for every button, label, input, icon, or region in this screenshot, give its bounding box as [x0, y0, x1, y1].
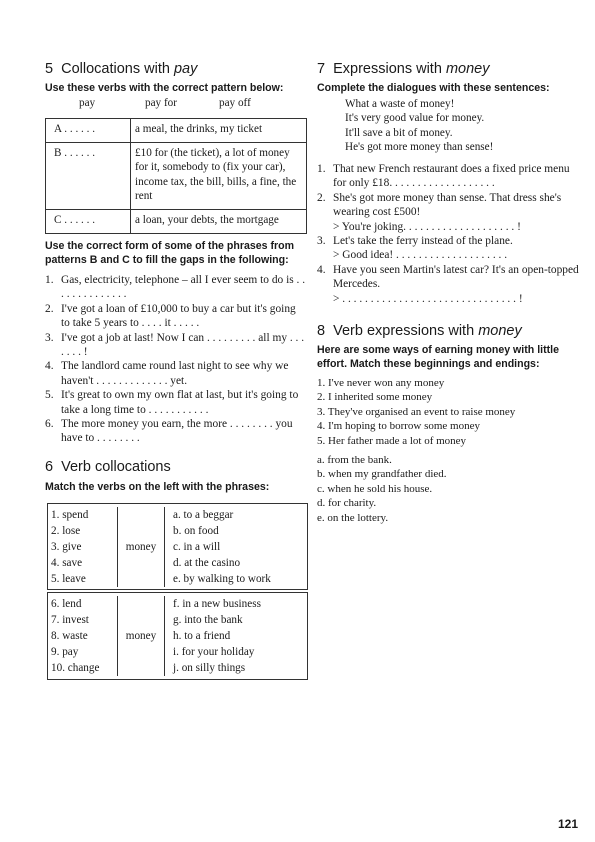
section-title-italic: money — [478, 323, 522, 339]
pattern-text: a loan, your debts, the mortgage — [131, 210, 307, 234]
list-item: 4. I'm hoping to borrow some money — [317, 420, 480, 433]
section-8-heading — [317, 322, 522, 340]
verb-item: 10. change — [51, 662, 100, 674]
item-number: 1. — [317, 163, 326, 175]
verb: pay for — [145, 97, 177, 109]
item-number: 3. — [45, 331, 54, 344]
exercise-list — [45, 273, 307, 446]
instruction: Here are some ways of earning money with little effort. Match these beginnings and endings: — [317, 344, 559, 370]
section-7-heading — [317, 60, 489, 78]
phrase-item: g. into the bank — [173, 614, 243, 626]
verb-item: 5. leave — [51, 573, 86, 585]
list-item: 1. I've never won any money — [317, 377, 445, 389]
sentence: What a waste of money! — [345, 98, 455, 110]
section-5-heading — [45, 60, 197, 78]
item-text: That new French restaurant does a fixed price menu for only £18. . . . . . . . . . . . . . . . . . . — [333, 163, 570, 190]
list-item: 5. Her father made a lot of money — [317, 434, 467, 447]
verb-item: 6. lend — [51, 598, 82, 610]
instruction: Match the verbs on the left with the phrases: — [45, 481, 270, 493]
item-number: 2. — [45, 302, 54, 315]
phrase-item: c. in a will — [173, 541, 221, 553]
sentence: It's very good value for money. — [345, 112, 485, 125]
section-title-italic: pay — [173, 61, 198, 77]
item-text: Gas, electricity, telephone – all I ever seem to do is . . . . . . . . . . . . . . — [61, 274, 306, 301]
verb: pay off — [219, 97, 251, 109]
phrase-item: h. to a friend — [173, 630, 231, 642]
list-item — [45, 388, 307, 417]
list-item — [45, 273, 307, 302]
item-text: I've got a loan of £10,000 to buy a car but it's going to take 5 years to . . . . it . . . . . — [61, 302, 296, 330]
phrase-item: j. on silly things — [173, 662, 246, 674]
list-item — [317, 263, 579, 292]
item-text: It's great to own my own flat at last, but it's going to take a long time to . . . . . . . . . . . — [61, 389, 299, 416]
section-title: Collocations with — [61, 61, 170, 77]
item-number: 5. — [45, 389, 54, 402]
beginnings-list — [317, 376, 579, 448]
list-item — [317, 162, 579, 191]
verb-item: 1. spend — [51, 509, 89, 521]
section-title: Verb collocations — [61, 459, 171, 475]
list-item — [45, 359, 307, 388]
table-row — [46, 143, 307, 210]
item-text: > Good idea! . . . . . . . . . . . . . . . . . . . . — [333, 249, 508, 262]
dialogue-list — [317, 162, 579, 306]
list-item — [317, 220, 579, 234]
verb-item: 3. give — [51, 541, 82, 553]
instruction: Use these verbs with the correct pattern below: — [45, 82, 284, 94]
pattern-text: a meal, the drinks, my ticket — [131, 119, 307, 143]
list-item: c. when he sold his house. — [317, 482, 433, 495]
list-item: b. when my grandfather died. — [317, 468, 447, 481]
verb-item: 7. invest — [51, 614, 89, 626]
phrase-item: f. in a new business — [173, 598, 261, 610]
sentence: He's got more money than sense! — [345, 140, 494, 153]
section-title: Expressions with — [333, 61, 442, 77]
list-item: e. on the lottery. — [317, 511, 389, 524]
item-text: The more money you earn, the more . . . . . . . . you have to . . . . . . . . — [61, 418, 293, 445]
list-item: 3. They've organised an event to raise money — [317, 405, 516, 418]
item-number: 3. — [317, 235, 326, 248]
noun-label: money — [118, 596, 165, 676]
section-number: 7 — [317, 61, 326, 77]
item-number: 4. — [317, 263, 326, 276]
pattern-label: B . . . . . . — [46, 143, 131, 210]
table-row — [46, 210, 307, 234]
list-item: d. for charity. — [317, 497, 377, 510]
noun-label: money — [118, 507, 165, 587]
item-number: 4. — [45, 360, 54, 373]
phrase-item: i. for your holiday — [173, 646, 255, 658]
list-item — [317, 292, 579, 306]
sentence: It'll save a bit of money. — [345, 126, 453, 139]
endings-list — [317, 453, 579, 525]
phrase-item: a. to a beggar — [173, 509, 234, 521]
match-table-1 — [47, 503, 308, 590]
table-row — [46, 119, 307, 143]
item-number: 2. — [317, 191, 326, 204]
section-title: Verb expressions with — [333, 323, 475, 339]
item-text: > . . . . . . . . . . . . . . . . . . . . . . . . . . . . . . . ! — [333, 292, 523, 305]
section-number: 5 — [45, 61, 54, 77]
list-item — [317, 191, 579, 220]
item-text: She's got more money than sense. That dress she's wearing cost £500! — [333, 191, 562, 219]
sentence-box — [345, 97, 493, 154]
item-text: The landlord came round last night to see why we haven't . . . . . . . . . . . . . yet. — [61, 360, 289, 387]
verb-item: 8. waste — [51, 630, 88, 642]
list-item: 2. I inherited some money — [317, 391, 433, 404]
verb: pay — [79, 97, 96, 109]
phrase-item: d. at the casino — [173, 557, 241, 569]
pattern-text: £10 for (the ticket), a lot of money for it, somebody to (fix your car), income tax, the bill, bills, a fine, the rent — [131, 143, 307, 210]
verb-item: 9. pay — [51, 646, 79, 658]
item-number: 6. — [45, 418, 54, 431]
section-title-italic: money — [445, 61, 490, 77]
list-item — [45, 302, 307, 331]
instruction: Use the correct form of some of the phrases from patterns B and C to fill the gaps in the following: — [45, 240, 295, 266]
pattern-table — [45, 118, 307, 234]
phrase-item: b. on food — [173, 525, 219, 537]
instruction: Complete the dialogues with these sentences: — [317, 82, 550, 94]
section-6-heading — [45, 458, 171, 476]
list-item — [45, 417, 307, 446]
item-text: > You're joking. . . . . . . . . . . . . . . . . . . . ! — [333, 220, 521, 233]
match-table-2 — [47, 592, 308, 680]
section-number: 8 — [317, 323, 326, 339]
list-item — [45, 331, 307, 360]
page-number: 121 — [558, 817, 579, 831]
phrase-item: e. by walking to work — [173, 573, 271, 585]
item-number: 1. — [45, 274, 54, 286]
verb-item: 2. lose — [51, 525, 81, 537]
verb-item: 4. save — [51, 557, 83, 569]
item-text: I've got a job at last! Now I can . . . . . . . . . all my . . . . . . . ! — [61, 331, 305, 359]
list-item — [317, 234, 579, 248]
pattern-label: A . . . . . . — [46, 119, 131, 143]
list-item — [317, 248, 579, 262]
pattern-label: C . . . . . . — [46, 210, 131, 234]
item-text: Let's take the ferry instead of the plane. — [333, 235, 513, 248]
list-item: a. from the bank. — [317, 454, 392, 466]
section-number: 6 — [45, 459, 54, 475]
item-text: Have you seen Martin's latest car? It's an open-topped Mercedes. — [333, 263, 579, 291]
